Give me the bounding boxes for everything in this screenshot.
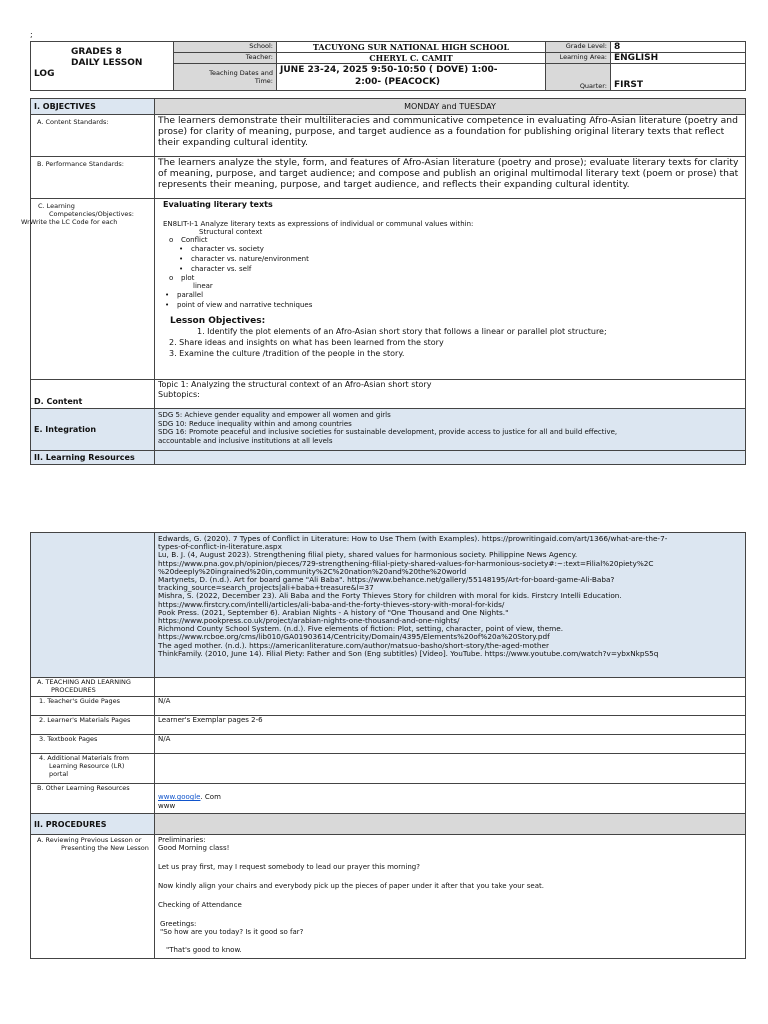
grade-value: 8 — [611, 42, 746, 53]
references-label-cell — [31, 533, 155, 678]
objectives-heading: I. OBJECTIVES — [31, 99, 155, 115]
integration-label: E. Integration — [31, 409, 155, 451]
dates-label: Teaching Dates and Time: — [174, 64, 277, 91]
review-label: A. Reviewing Previous Lesson or Presenting the New Lesson — [31, 835, 155, 959]
teaching-procedures-label: A. TEACHING AND LEARNING PROCEDURES — [31, 678, 155, 697]
teaching-procedures-value — [155, 678, 746, 697]
integration-text: SDG 5: Achieve gender equality and empower all women and girls SDG 10: Reduce inequality within and among countries SDG 16: Promote peaceful and inclusive societies for sustainable development, provide access to justice for all and build effective, accountable and inclusive institutions at all levels — [155, 409, 746, 451]
learners-materials-value: Learner's Exemplar pages 2-6 — [155, 716, 746, 735]
performance-standards-text: The learners analyze the style, form, and features of Afro-Asian literature (poetry and prose); evaluate literary texts for clarity of meaning, purpose, and target audience; and compose and publish an original multimodal literary text (poem or prose) that represents their meaning, purpose, and target audience, and reflects their expanding cultural identity. — [155, 157, 746, 199]
other-resources-label: B. Other Learning Resources — [31, 784, 155, 814]
additional-materials-label: 4. Additional Materials from Learning Resource (LR) portal — [31, 754, 155, 784]
comp-code: EN8LIT-I-1 Analyze literary texts as expressions of individual or communal values within: — [163, 220, 474, 228]
area-value: ENGLISH — [611, 53, 746, 64]
list-item: • parallel — [165, 290, 742, 300]
list-item: • character vs. society — [179, 244, 742, 254]
dates-value: JUNE 23-24, 2025 9:50-10:50 ( DOVE) 1:00- 2:00- (PEACOCK) — [277, 64, 546, 91]
textbook-value: N/A — [155, 735, 746, 754]
teachers-guide-label: 1. Teacher's Guide Pages — [31, 697, 155, 716]
plot-linear: linear — [193, 282, 213, 290]
reference-line: types-of-conflict-in-literature.aspx — [158, 542, 282, 552]
reference-line: Martynets, D. (n.d.). Art for board game "Ali Baba". https://www.behance.net/gallery/55148195/Art-for-board-game-Ali-Baba? — [158, 575, 615, 585]
reference-line: ThinkFamily. (2010, June 14). Filial Piety: Father and Son (Eng subtitles) [Video]. YouTube. https://www.youtube.com/watch?v=ybxNkpS5q — [158, 648, 659, 658]
header-table — [173, 41, 746, 91]
proc-line: Greetings: — [160, 920, 197, 928]
lesson-objective-3: 3. Examine the culture /tradition of the people in the story. — [169, 349, 405, 358]
reference-line: Edwards, G. (2020). 7 Types of Conflict in Literature: How to Use Them (with Examples). https://prowritingaid.com/art/1366/what-are-the-7- — [158, 534, 668, 543]
comp-heading: Evaluating literary texts — [163, 200, 273, 209]
additional-materials-value — [155, 754, 746, 784]
references-list — [155, 533, 746, 678]
proc-line: "So how are you today? Is it good so far? — [160, 928, 304, 936]
teacher-label: Teacher: — [174, 53, 277, 64]
reference-line: Lu, B. J. (4, August 2023). Strengthening filial piety, shared values for harmonious society. Philippine News Agency. — [158, 550, 578, 560]
lesson-objectives-heading: Lesson Objectives: — [170, 316, 266, 326]
area-label: Learning Area: — [546, 53, 611, 64]
procedures-heading-bar — [155, 814, 746, 835]
reference-line: Richmond County School System. (n.d.). Five elements of fiction: Plot, setting, character, point of view, theme. — [158, 624, 564, 634]
procedures-text — [155, 835, 746, 959]
title-line-2: DAILY LESSON — [71, 58, 143, 68]
plot-item: o plot — [163, 274, 742, 282]
list-item: • character vs. self — [179, 264, 742, 274]
quarter-value: FIRST — [611, 64, 746, 91]
day-heading: MONDAY and TUESDAY — [155, 99, 746, 115]
google-link[interactable]: www.google — [158, 793, 201, 801]
procedures-heading: II. PROCEDURES — [31, 814, 155, 835]
lesson-objective-2: 2. Share ideas and insights on what has been learned from the story — [169, 338, 444, 347]
reference-line: The aged mother. (n.d.). https://americanliterature.com/author/matsuo-basho/short-story/the-aged-mother — [158, 640, 549, 650]
resources-table — [30, 532, 746, 959]
teacher-value: CHERYL C. CAMIT — [277, 53, 546, 64]
list-item: • character vs. nature/environment — [179, 254, 742, 264]
list-item: • point of view and narrative techniques — [165, 300, 742, 310]
title-line-1: GRADES 8 — [71, 47, 122, 57]
reference-line: https://www.rcboe.org/cms/lib010/GA01903614/Centricity/Domain/4395/Elements%20of%20a%20Story.pdf — [158, 632, 550, 642]
quarter-label: Quarter: — [546, 64, 611, 91]
conflict-list — [163, 244, 742, 274]
school-value: TACUYONG SUR NATIONAL HIGH SCHOOL — [277, 42, 546, 53]
reference-line: %20deeply%20ingrained%20in,community%2C%20nation%20and%20the%20world — [158, 566, 467, 576]
corner-mark: ; — [30, 30, 33, 39]
competencies-label: C. Learning Competencies/Objectives: WrWrite the LC Code for each — [31, 199, 155, 380]
teachers-guide-value: N/A — [155, 697, 746, 716]
title-line-3: LOG — [34, 69, 55, 79]
learning-resources-blank — [155, 451, 746, 465]
conflict-item: o Conflict — [163, 236, 742, 244]
reference-line: https://www.pookpress.co.uk/project/arabian-nights-one-thousand-and-one-nights/ — [158, 616, 460, 626]
content-label: D. Content — [31, 380, 155, 409]
content-standards-text: The learners demonstrate their multiliteracies and communicative competence in evaluating Afro-Asian literature (poetry and prose) for clarity of meaning, purpose, and target audience as a foundation for publishing original literary texts that reflect their expanding cultural identity. — [155, 115, 746, 157]
lesson-objective-1: 1. Identify the plot elements of an Afro-Asian short story that follows a linear or parallel plot structure; — [197, 327, 607, 336]
learning-resources-heading: II. Learning Resources — [31, 451, 155, 465]
performance-standards-label: B. Performance Standards: — [31, 157, 155, 199]
learners-materials-label: 2. Learner's Materials Pages — [31, 716, 155, 735]
reference-line: https://www.pna.gov.ph/opinion/pieces/729-strengthening-filial-piety-shared-values-for-harmonious-society#:~:text=Filial%20piety%2C — [158, 558, 654, 568]
school-label: School: — [174, 42, 277, 53]
content-standards-label: A. Content Standards: — [31, 115, 155, 157]
content-text: Topic 1: Analyzing the structural context of an Afro-Asian short story Subtopics: — [155, 380, 746, 409]
proc-line: Preliminaries: — [158, 836, 206, 844]
reference-line: Mishra, S. (2022, December 23). Ali Baba and the Forty Thieves Story for children with moral for kids. Firstcry Intelli Education. — [158, 591, 622, 601]
other-resources-value: www.google. Com www — [155, 784, 746, 814]
grade-label: Grade Level: — [546, 42, 611, 53]
objectives-table — [21, 98, 746, 465]
textbook-label: 3. Textbook Pages — [31, 735, 155, 754]
proc-line: "That's good to know. — [166, 946, 242, 954]
proc-line: Checking of Attendance — [158, 901, 242, 909]
comp-context: Structural context — [199, 228, 263, 236]
reference-line: tracking_source=search_projects|ali+baba+treasure&l=37 — [158, 583, 374, 593]
proc-line: Now kindly align your chairs and everybody pick up the pieces of paper under it after that you take your seat. — [158, 882, 545, 890]
reference-line: Pook Press. (2021, September 6). Arabian Nights - A history of "One Thousand and One Nights." — [158, 607, 509, 617]
proc-line: Let us pray first, may I request somebody to lead our prayer this morning? — [158, 863, 420, 871]
proc-line: Good Morning class! — [158, 844, 230, 852]
competencies-content — [155, 199, 746, 380]
plot-list — [163, 290, 742, 310]
reference-line: https://www.firstcry.com/intelli/articles/ali-baba-and-the-forty-thieves-story-with-moral-for-kids/ — [158, 599, 505, 609]
